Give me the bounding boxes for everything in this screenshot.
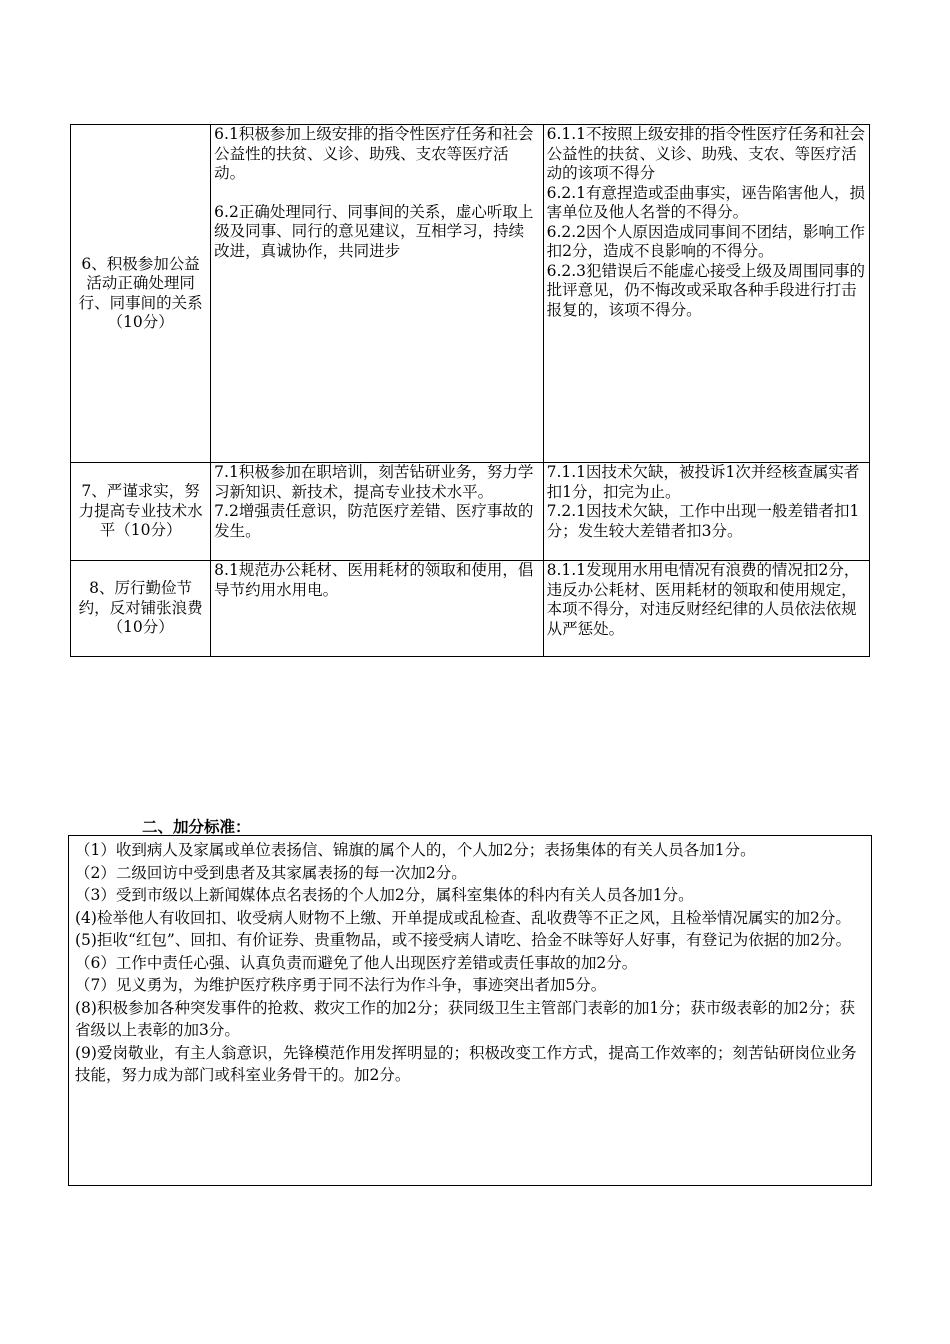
table-row <box>71 125 870 463</box>
category-cell: 6、积极参加公益活动正确处理同行、同事间的关系（10分） <box>71 125 211 463</box>
bonus-item: (8)积极参加各种突发事件的抢救、救灾工作的加2分；获同级卫生主管部门表彰的加1分；获市级表彰的加2分；获省级以上表彰的加3分。 <box>75 998 856 1039</box>
table-row <box>71 561 870 657</box>
bonus-item: （2）二级回访中受到患者及其家属表扬的每一次加2分。 <box>75 863 467 882</box>
deduction-item: 8.1.1发现用水用电情况有浪费的情况扣2分，违反办公耗材、医用耗材的领取和使用规定，本项不得分，对违反财经纪律的人员依法依规从严惩处。 <box>546 561 860 638</box>
standard-item: 7.2增强责任意识，防范医疗差错、医疗事故的发生。 <box>214 502 534 540</box>
standard-cell <box>211 125 543 463</box>
bonus-item: （3）受到市级以上新闻媒体点名表扬的个人加2分，属科室集体的科内有关人员各加1分。 <box>75 886 694 904</box>
standard-item: 6.1积极参加上级安排的指令性医疗任务和社会公益性的扶贫、义诊、助残、支农等医疗活动。 <box>214 125 534 182</box>
deduction-cell <box>543 561 869 657</box>
standard-item: 8.1规范办公耗材、医用耗材的领取和使用，倡导节约用水用电。 <box>214 561 534 599</box>
evaluation-table <box>70 124 870 657</box>
bonus-criteria-box <box>68 835 872 1186</box>
deduction-item: 6.2.2因个人原因造成同事间不团结，影响工作扣2分，造成不良影响的不得分。 <box>546 222 866 260</box>
deduction-cell <box>543 125 869 463</box>
deduction-item: 7.1.1因技术欠缺，被投诉1次并经核查属实者扣1分，扣完为止。 <box>546 463 860 501</box>
standard-cell <box>211 463 543 561</box>
deduction-item: 6.1.1不按照上级安排的指令性医疗任务和社会公益性的扶贫、义诊、助残、支农、等医疗活动的该项不得分 <box>546 125 866 182</box>
category-cell: 7、严谨求实，努力提高专业技术水平（10分） <box>71 463 211 561</box>
section-title: 二、加分标准： <box>142 818 251 836</box>
deduction-item: 7.2.1因技术欠缺，工作中出现一般差错者扣1分；发生较大差错者扣3分。 <box>546 502 860 540</box>
deduction-item: 6.2.3犯错误后不能虚心接受上级及周围同事的批评意见，仍不悔改或采取各种手段进行打击报复的，该项不得分。 <box>546 261 866 319</box>
bonus-item: (9)爱岗敬业，有主人翁意识，先锋模范作用发挥明显的；积极改变工作方式，提高工作效率的；刻苦钻研岗位业务技能，努力成为部门或科室业务骨干的。加2分。 <box>75 1043 857 1084</box>
standard-item: 7.1积极参加在职培训，刻苦钻研业务，努力学习新知识、新技术，提高专业技术水平。 <box>214 463 534 501</box>
deduction-item: 6.2.1有意捏造或歪曲事实，诬告陷害他人，损害单位及他人名誉的不得分。 <box>546 183 866 221</box>
bonus-item: （1）收到病人及家属或单位表扬信、锦旗的属个人的，个人加2分；表扬集体的有关人员各加1分。 <box>75 841 756 859</box>
deduction-cell <box>543 463 869 561</box>
bonus-item: (5)拒收“红包”、回扣、有价证券、贵重物品，或不接受病人请吃、拾金不昧等好人好事，有登记为依据的加2分。 <box>75 931 852 949</box>
category-cell: 8、厉行勤俭节约，反对铺张浪费（10分） <box>71 561 211 657</box>
standard-cell <box>211 561 543 657</box>
bonus-item: (4)检举他人有收回扣、收受病人财物不上缴、开单提成或乱检查、乱收费等不正之风，且检举情况属实的加2分。 <box>75 908 851 927</box>
standard-item: 6.2正确处理同行、同事间的关系，虚心听取上级及同事、同行的意见建议，互相学习，持续改进，真诚协作，共同进步 <box>214 202 534 260</box>
bonus-item: （6）工作中责任心强、认真负责而避免了他人出现医疗差错或责任事故的加2分。 <box>75 953 638 972</box>
bonus-item: （7）见义勇为，为维护医疗秩序勇于同不法行为作斗争，事迹突出者加5分。 <box>75 976 607 994</box>
table-row <box>71 463 870 561</box>
